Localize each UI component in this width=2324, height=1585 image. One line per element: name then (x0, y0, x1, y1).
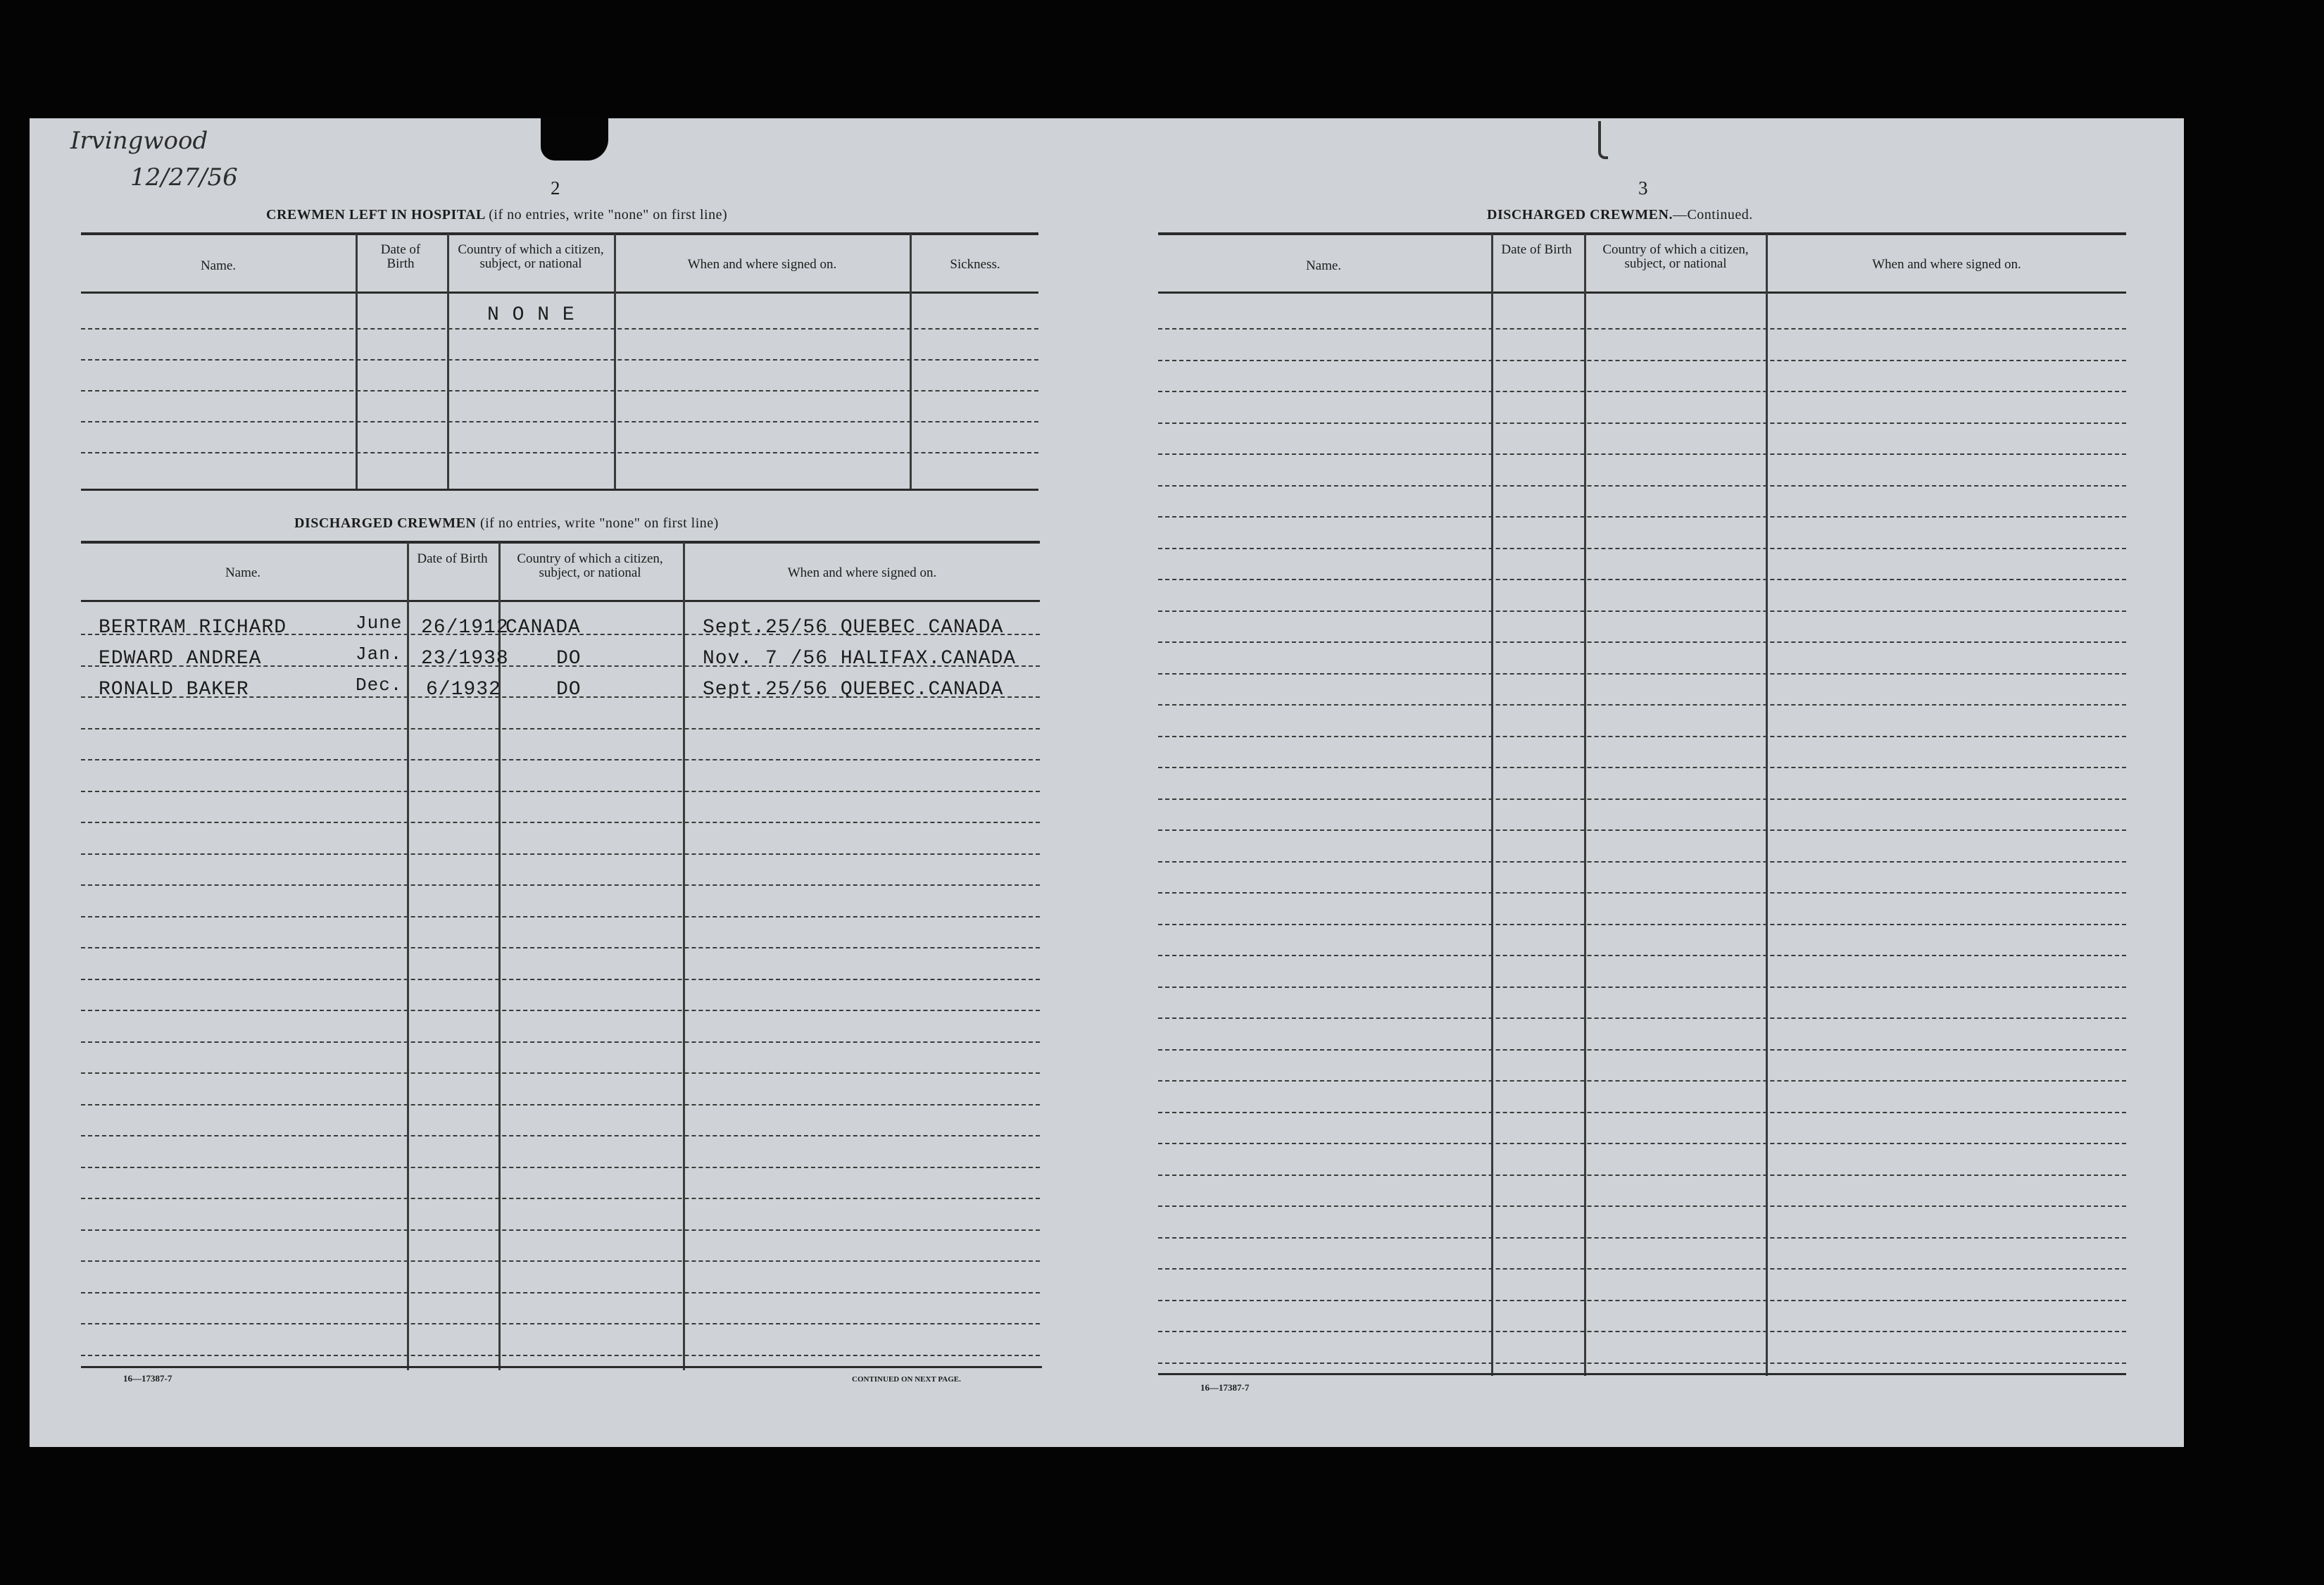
crewman-name: BERTRAM RICHARD (99, 617, 287, 639)
hospital-col-signed: When and where signed on. (687, 257, 837, 272)
ruled-line (1158, 360, 2126, 361)
ruled-line (1158, 861, 2126, 863)
left-page-number: 2 (551, 177, 560, 199)
right-col-name: Name. (1305, 258, 1342, 273)
ruled-line (81, 328, 1038, 330)
ruled-line (81, 791, 1040, 792)
ruled-line (81, 822, 1040, 823)
ruled-line (81, 390, 1038, 391)
ruled-line (81, 884, 1040, 886)
right-col-dob: Date of Birth (1501, 242, 1572, 257)
ruled-line (81, 452, 1038, 453)
ruled-line (1158, 391, 2126, 392)
right-col-country: Country of which a citizen, subject, or national (1602, 242, 1749, 271)
hospital-section-title (266, 207, 727, 223)
right-divider-1 (1491, 234, 1493, 1376)
right-page-number: 3 (1638, 177, 1648, 199)
punch-hole (541, 118, 608, 161)
hospital-entry: N O N E (487, 304, 575, 326)
ruled-line (81, 1323, 1040, 1324)
ruled-line (1158, 610, 2126, 612)
ruled-line (1158, 548, 2126, 549)
right-divider-2 (1584, 234, 1586, 1376)
birth-date: 23/1938 (421, 648, 509, 670)
handwritten-date: 12/27/56 (130, 163, 238, 192)
ink-mark (1598, 121, 1608, 159)
discharged-header-rule (81, 600, 1040, 602)
ruled-line (81, 634, 1040, 635)
ruled-line (1158, 986, 2126, 988)
hospital-title: CREWMEN LEFT IN HOSPITAL (266, 207, 485, 223)
discharged-top-rule (81, 541, 1040, 544)
ruled-line (1158, 1331, 2126, 1332)
discharged-col-signed: When and where signed on. (787, 565, 937, 580)
ruled-line (1158, 1080, 2126, 1082)
hospital-top-rule (81, 232, 1038, 235)
right-title-suffix: —Continued. (1672, 207, 1753, 223)
ruled-line (81, 916, 1040, 917)
ruled-line (81, 1135, 1040, 1136)
right-top-rule (1158, 232, 2126, 235)
hospital-col-name: Name. (200, 258, 237, 273)
birth-date: 26/1912 (421, 617, 509, 639)
birth-date: 6/1932 (426, 679, 501, 701)
ruled-line (81, 1167, 1040, 1168)
birth-month: Jan. (356, 644, 403, 665)
ruled-line (1158, 422, 2126, 424)
ruled-line (81, 665, 1040, 667)
discharged-col-name: Name. (225, 565, 261, 580)
hospital-header-rule (81, 292, 1038, 294)
birth-month: June (356, 613, 403, 634)
ruled-line (1158, 1237, 2126, 1239)
hospital-col-country: Country of which a citizen, subject, or national (458, 242, 604, 271)
ruled-line (81, 979, 1040, 980)
crewman-name: RONALD BAKER (99, 679, 249, 701)
ruled-line (81, 359, 1038, 361)
right-title: DISCHARGED CREWMEN. (1487, 207, 1673, 223)
ruled-line (1158, 579, 2126, 580)
ruled-line (1158, 767, 2126, 768)
hospital-col-sickness: Sickness. (950, 257, 1000, 272)
document-sheet (30, 118, 2184, 1447)
ruled-line (1158, 798, 2126, 800)
ruled-line (1158, 1174, 2126, 1176)
signed-on: Sept.25/56 QUEBEC.CANADA (703, 679, 1004, 701)
ruled-line (1158, 1268, 2126, 1270)
ruled-line (81, 728, 1040, 729)
continued-note: CONTINUED ON NEXT PAGE. (852, 1375, 961, 1384)
signed-on: Nov. 7 /56 HALIFAX.CANADA (703, 648, 1017, 670)
ruled-line (1158, 1112, 2126, 1113)
right-section-title (1487, 207, 1753, 223)
ruled-line (81, 1355, 1040, 1356)
ruled-line (1158, 829, 2126, 831)
ruled-line (81, 1041, 1040, 1043)
ruled-line (81, 696, 1040, 698)
right-divider-3 (1766, 234, 1768, 1376)
ruled-line (1158, 516, 2126, 518)
ruled-line (81, 1229, 1040, 1231)
ruled-line (1158, 955, 2126, 956)
ruled-line (81, 1292, 1040, 1293)
hospital-col-dob: Date of Birth (380, 242, 421, 271)
signed-on: Sept.25/56 QUEBEC CANADA (703, 617, 1004, 639)
discharged-section-title (294, 515, 719, 532)
ruled-line (1158, 1362, 2126, 1364)
ruled-line (1158, 641, 2126, 643)
discharged-bottom-rule (81, 1366, 1042, 1368)
ruled-line (1158, 1205, 2126, 1207)
ruled-line (1158, 704, 2126, 706)
ruled-line (1158, 1300, 2126, 1301)
right-form-number: 16—17387-7 (1200, 1382, 1250, 1393)
right-header-rule (1158, 292, 2126, 294)
ruled-line (81, 1198, 1040, 1199)
citizenship: CANADA (505, 617, 581, 639)
hospital-title-note: (if no entries, write "none" on first line) (489, 207, 728, 223)
ruled-line (1158, 1049, 2126, 1051)
ruled-line (1158, 1017, 2126, 1019)
ruled-line (81, 1010, 1040, 1011)
right-bottom-rule (1158, 1373, 2126, 1375)
ruled-line (1158, 736, 2126, 737)
ruled-line (81, 421, 1038, 422)
discharged-col-dob: Date of Birth (417, 551, 488, 566)
ruled-line (81, 1072, 1040, 1074)
ruled-line (1158, 1143, 2126, 1144)
birth-month: Dec. (356, 675, 403, 696)
citizenship: DO (556, 648, 582, 670)
discharged-title-note: (if no entries, write "none" on first line) (479, 515, 719, 531)
ruled-line (1158, 328, 2126, 330)
ruled-line (1158, 924, 2126, 925)
discharged-col-country: Country of which a citizen, subject, or national (517, 551, 663, 580)
crewman-name: EDWARD ANDREA (99, 648, 262, 670)
discharged-title: DISCHARGED CREWMEN (294, 515, 477, 531)
ruled-line (81, 759, 1040, 760)
ruled-line (1158, 673, 2126, 675)
ruled-line (81, 853, 1040, 855)
ruled-line (1158, 892, 2126, 894)
ruled-line (81, 1104, 1040, 1105)
handwritten-name: Irvingwood (70, 127, 208, 155)
ruled-line (81, 947, 1040, 948)
right-col-signed: When and where signed on. (1872, 257, 2021, 272)
ruled-line (81, 1260, 1040, 1262)
ruled-line (1158, 453, 2126, 455)
left-form-number: 16—17387-7 (123, 1373, 172, 1384)
citizenship: DO (556, 679, 582, 701)
hospital-bottom-rule (81, 489, 1038, 491)
ruled-line (1158, 485, 2126, 487)
